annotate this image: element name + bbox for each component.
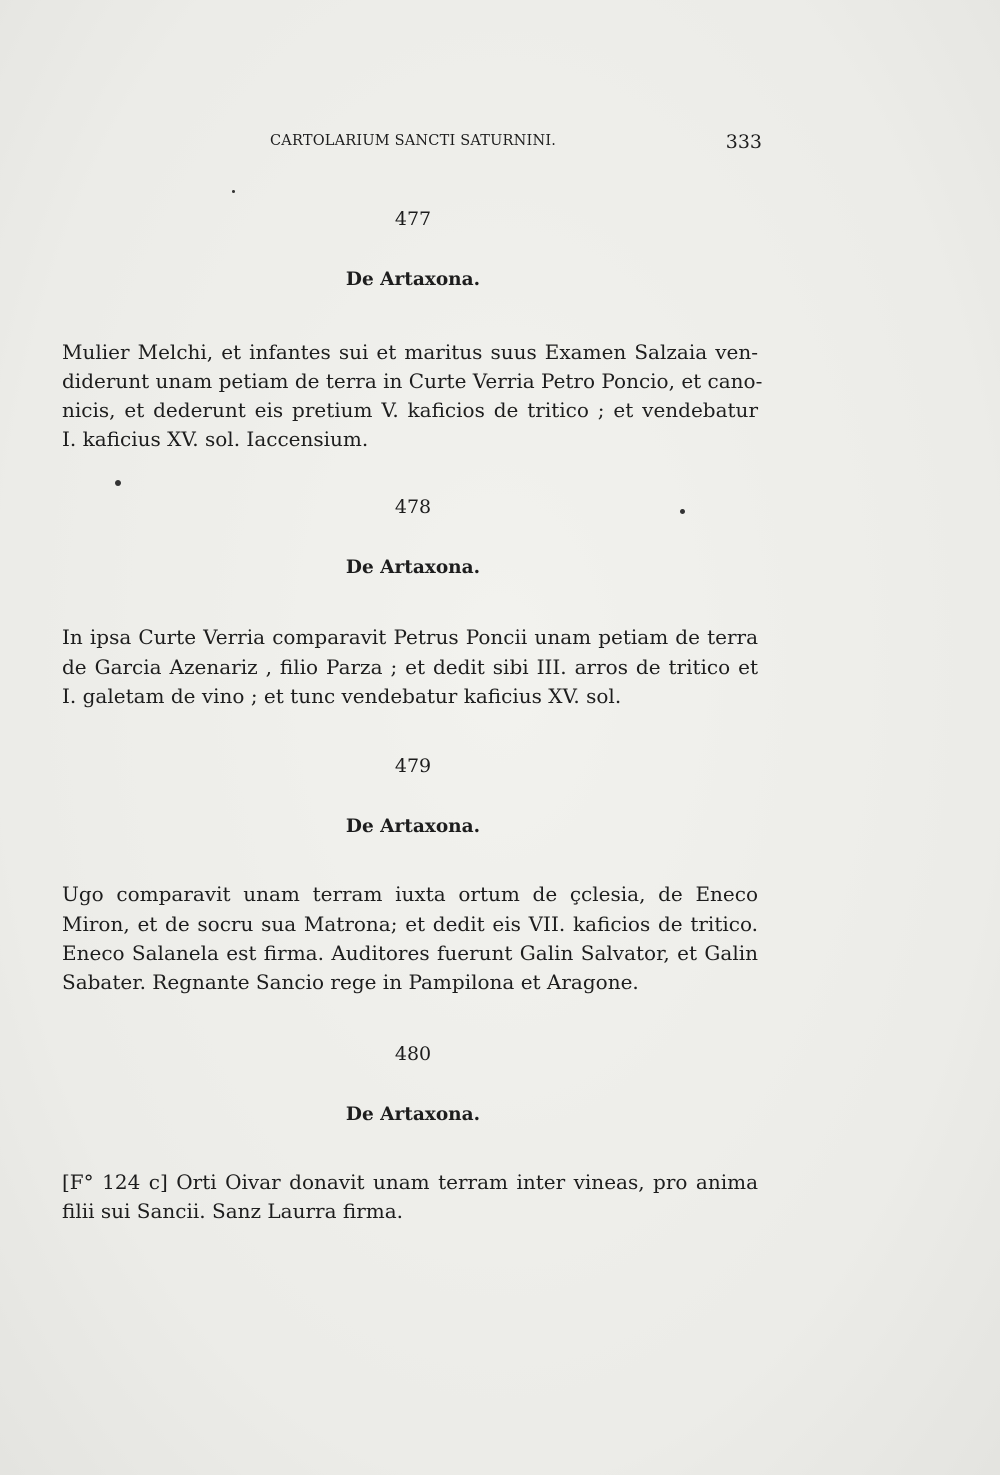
text-line: Ugo comparavit unam terram iuxta ortum de çclesia, de Eneco: [62, 882, 758, 906]
text-line: de Garcia Azenariz , filio Parza ; et dedit sibi III. arros de tritico et: [62, 655, 758, 679]
charter-title: De Artaxona.: [345, 557, 481, 578]
text-line: diderunt unam petiam de terra in Curte Verria Petro Poncio, et cano-: [62, 369, 763, 393]
charter-number: 478: [394, 496, 432, 518]
ink-speck: [680, 509, 685, 514]
text-line: [F° 124 c] Orti Oivar donavit unam terram inter vineas, pro anima: [62, 1170, 758, 1194]
charter-number: 479: [394, 755, 432, 777]
text-line: I. galetam de vino ; et tunc vendebatur kaficius XV. sol.: [62, 684, 622, 708]
text-line: Eneco Salanela est firma. Auditores fuerunt Galin Salvator, et Galin: [62, 941, 758, 965]
text-line: filii sui Sancii. Sanz Laurra firma.: [62, 1199, 404, 1223]
charter-number: 480: [394, 1043, 432, 1065]
ink-speck: [115, 480, 121, 486]
page-number: 333: [725, 131, 762, 153]
text-line: Sabater. Regnante Sancio rege in Pampilona et Aragone.: [62, 970, 639, 994]
charter-title: De Artaxona.: [345, 816, 481, 837]
text-line: In ipsa Curte Verria comparavit Petrus Poncii unam petiam de terra: [62, 625, 758, 649]
running-title: CARTOLARIUM SANCTI SATURNINI.: [270, 133, 557, 149]
text-line: Miron, et de socru sua Matrona; et dedit eis VII. kaficios de tritico.: [62, 912, 758, 936]
text-line: I. kaficius XV. sol. Iaccensium.: [62, 427, 369, 451]
ink-speck: [232, 190, 235, 193]
running-head: [270, 133, 762, 157]
charter-title: De Artaxona.: [345, 269, 481, 290]
charter-title: De Artaxona.: [345, 1104, 481, 1125]
text-line: nicis, et dederunt eis pretium V. kaficios de tritico ; et vendebatur: [62, 398, 758, 422]
charter-number: 477: [394, 208, 432, 230]
text-line: Mulier Melchi, et infantes sui et maritus suus Examen Salzaia ven-: [62, 340, 758, 364]
